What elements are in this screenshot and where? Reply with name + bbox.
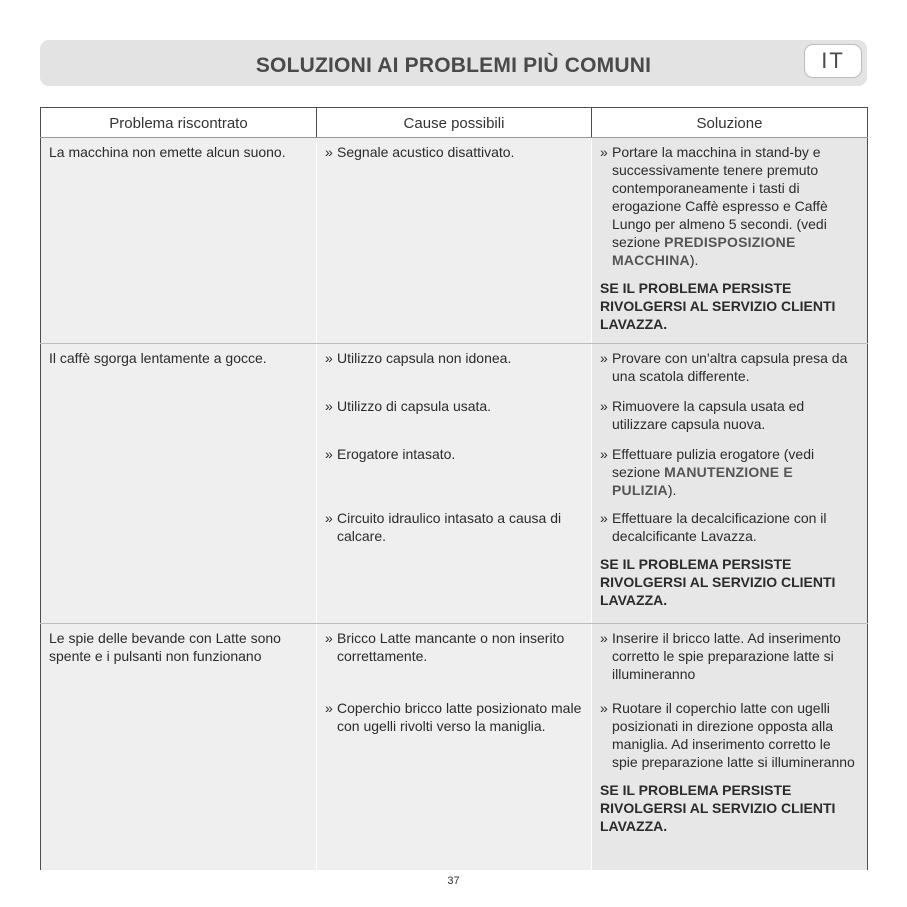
persist-notice: SE IL PROBLEMA PERSISTE RIVOLGERSI AL SERVIZIO CLIENTI LAVAZZA. [600,782,836,834]
causes-cell [317,624,592,870]
section-reference: MANUTENZIONE E PULIZIA [612,464,793,498]
solution-item: » Effettuare la decalcificazione con il decalcificante Lavazza. [600,509,859,545]
column-header-solution: Soluzione [592,108,868,138]
page-header [40,40,867,86]
solution-cell [592,138,868,344]
solution-item: » Effettuare pulizia erogatore (vedi sezione MANUTENZIONE E PULIZIA). [600,445,859,509]
causes-cell [317,344,592,624]
persist-notice: SE IL PROBLEMA PERSISTE RIVOLGERSI AL SERVIZIO CLIENTI LAVAZZA. [600,556,836,608]
table-row [41,344,868,624]
solution-item: » Inserire il bricco latte. Ad inserimento corretto le spie preparazione latte si illumineranno [600,629,859,699]
solution-item: » Ruotare il coperchio latte con ugelli posizionati in direzione opposta alla maniglia. Ad inserimento corretto le spie preparazione latte si illumineranno [600,699,859,771]
solution-cell [592,344,868,624]
page-title: SOLUZIONI AI PROBLEMI PIÙ COMUNI [255,54,652,77]
cause-item: » Utilizzo capsula non idonea. [325,349,583,397]
cause-item: » Utilizzo di capsula usata. [325,397,583,445]
table-row [41,624,868,870]
column-header-causes: Cause possibili [317,108,592,138]
cause-item: » Segnale acustico disattivato. [325,143,583,161]
problem-cell: Il caffè sgorga lentamente a gocce. [41,344,317,624]
solution-item: » Provare con un'altra capsula presa da una scatola differente. [600,349,859,397]
persist-notice: SE IL PROBLEMA PERSISTE RIVOLGERSI AL SERVIZIO CLIENTI LAVAZZA. [600,280,836,332]
section-reference: PREDISPOSIZIONE MACCHINA [612,234,796,268]
solution-item: » Portare la macchina in stand-by e successivamente tenere premuto contemporaneamente i tasti di erogazione Caffè espresso e Caffè Lungo per almeno 5 secondi. (vedi sezione PREDISPOSIZIONE MACCHINA). [600,143,859,269]
cause-item: » Circuito idraulico intasato a causa di calcare. [325,509,583,545]
table-header-row [41,108,868,138]
troubleshooting-table [40,107,868,870]
problem-cell: La macchina non emette alcun suono. [41,138,317,344]
cause-item: » Erogatore intasato. [325,445,583,509]
page-number: 37 [447,875,460,887]
solution-item: » Rimuovere la capsula usata ed utilizzare capsula nuova. [600,397,859,445]
language-badge: IT [804,44,862,78]
cause-item: » Bricco Latte mancante o non inserito correttamente. [325,629,583,699]
problem-cell: Le spie delle bevande con Latte sono spente e i pulsanti non funzionano [41,624,317,870]
table-row [41,138,868,344]
causes-cell [317,138,592,344]
column-header-problem: Problema riscontrato [41,108,317,138]
cause-item: » Coperchio bricco latte posizionato male con ugelli rivolti verso la maniglia. [325,699,583,735]
solution-cell [592,624,868,870]
